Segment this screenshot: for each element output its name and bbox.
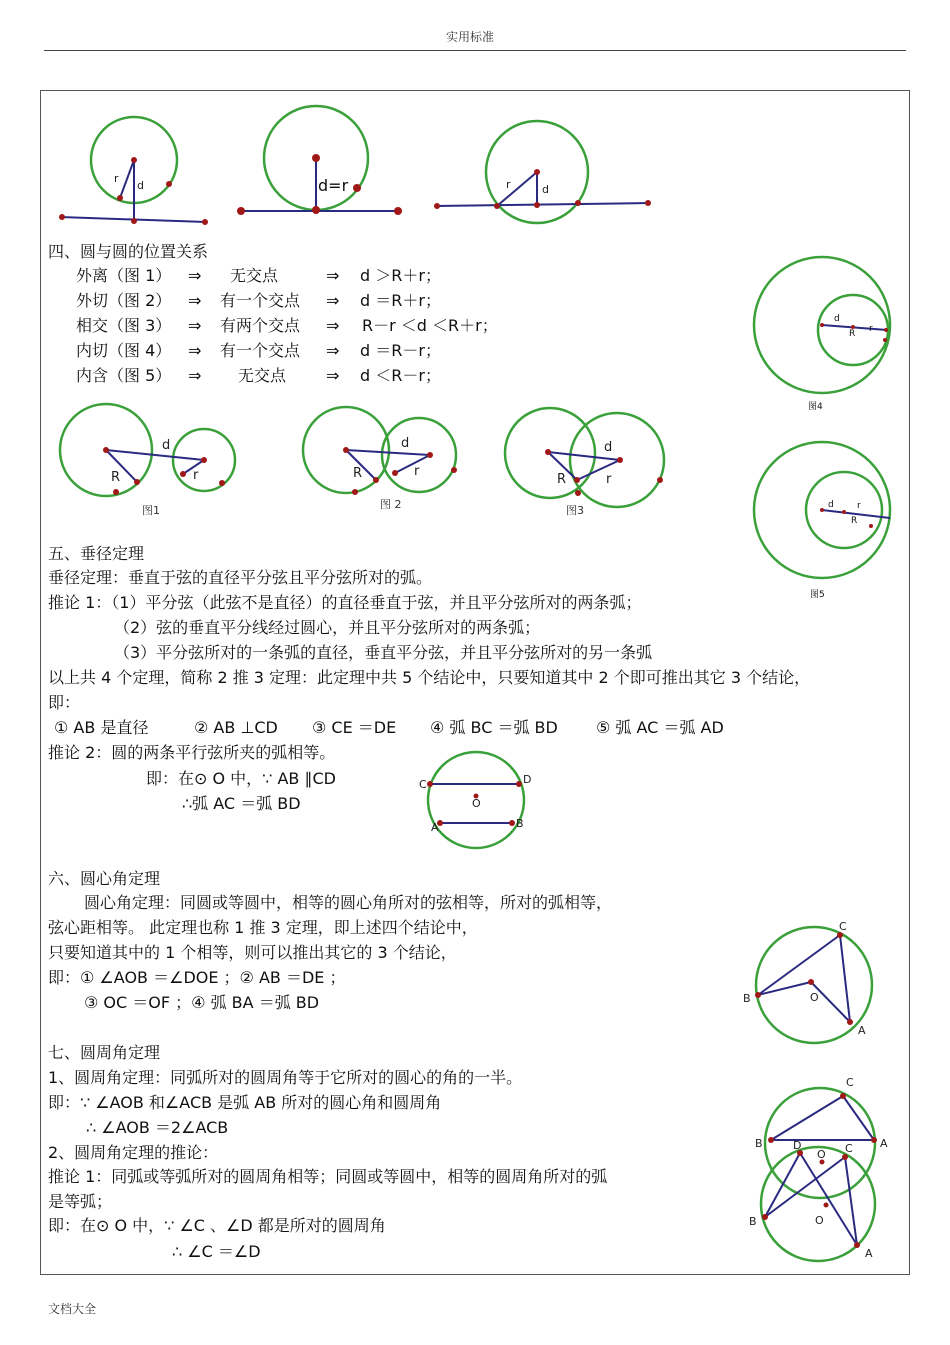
inscribed2-label-D: D [793, 1139, 802, 1152]
central-label-O: O [810, 991, 819, 1004]
section7-title: 七、圆周角定理 [48, 1043, 161, 1062]
fig1-d-line [106, 450, 204, 460]
fig3-point [545, 449, 551, 455]
row-rel: d ＝R－r； [360, 341, 441, 360]
fig1-point [201, 457, 207, 463]
inscribed2-label-C: C [845, 1142, 853, 1155]
chord-label-A: A [431, 821, 439, 834]
top3-r-segment [497, 172, 537, 206]
section5-summary: 以上共 4 个定理，简称 2 推 3 定理：此定理中共 5 个结论中，只要知道其中 2 个即可推出其它 3 个结论， [48, 668, 811, 687]
section5-title: 五、垂径定理 [48, 544, 145, 563]
fig1-point [219, 480, 225, 486]
section7-line5: 推论 1：同弧或等弧所对的圆周角相等；同圆或等圆中，相等的圆周角所对的弧 [48, 1167, 608, 1186]
row-arrow: ⇒ [326, 291, 340, 310]
section6-line1: 圆心角定理：同圆或等圆中，相等的圆心角所对的弦相等，所对的弧相等， [84, 893, 613, 912]
fig1-point [134, 479, 140, 485]
inscribed1-label-O: O [817, 1148, 826, 1161]
fig1-label-d: d [162, 438, 171, 453]
row-name: 外离（图 1） [76, 266, 172, 285]
fig1-point [113, 489, 119, 495]
fig5-label-R: R [851, 516, 858, 526]
central-chord-CA [840, 935, 850, 1022]
fig4-label-R: R [849, 329, 856, 339]
fig4-caption: 图4 [808, 402, 823, 412]
fig5-label-r: r [857, 501, 861, 511]
top3-point [645, 200, 651, 206]
row-mid: 有两个交点 [220, 316, 301, 335]
row-rel: d ＜R－r； [360, 366, 441, 385]
top3-label-d: d [542, 183, 549, 196]
chord-point-C [427, 781, 433, 787]
top2-point [237, 207, 245, 215]
row-arrow: ⇒ [188, 266, 202, 285]
fig4-label-r: r [869, 324, 873, 334]
inscribed1-point-B [768, 1137, 774, 1143]
top1-point [59, 214, 65, 220]
section6-line3: 只要知道其中的 1 个相等，则可以推出其它的 3 个结论， [48, 943, 457, 962]
central-label-C: C [839, 920, 847, 933]
fig4-point [820, 323, 824, 327]
inscribed2-label-A: A [865, 1247, 873, 1260]
inscribed2-DA [800, 1153, 857, 1245]
fig5-point [842, 510, 846, 514]
fig1-label-R: R [111, 470, 121, 485]
top3-point [534, 202, 540, 208]
central-point-B [755, 992, 761, 998]
fig1-point [180, 471, 186, 477]
page-header: 实用标准 [446, 30, 495, 44]
fig2-point [392, 470, 398, 476]
fig1-caption: 图1 [142, 504, 160, 517]
central-label-A: A [858, 1024, 866, 1037]
inscribed2-label-O: O [815, 1214, 824, 1227]
top2-point [312, 206, 320, 214]
section7-line6: 是等弧； [48, 1192, 113, 1211]
inscribed1-point-A [871, 1137, 877, 1143]
fig2-caption: 图 2 [380, 498, 402, 511]
fig4-point [884, 328, 888, 332]
section7-line8: ∴ ∠C ＝∠D [172, 1242, 261, 1261]
section6-title: 六、圆心角定理 [48, 869, 161, 888]
top2-label-dr: d=r [318, 176, 349, 195]
fig2-point [451, 467, 457, 473]
inscribed2-point-O [824, 1203, 829, 1208]
section7-line4: 2、圆周角定理的推论： [48, 1143, 219, 1162]
row-mid: 无交点 [238, 366, 287, 385]
top3-center-point [534, 169, 540, 175]
fig2-r-line [395, 455, 430, 473]
top1-point [131, 218, 137, 224]
section6-line2: 弦心距相等。 此定理也称 1 推 3 定理，即上述四个结论中， [48, 918, 478, 937]
row-rel: d ＝R＋r； [360, 291, 441, 310]
central-point-O [808, 979, 814, 985]
inscribed2-point-B [762, 1214, 768, 1220]
fig3-point [657, 477, 663, 483]
top3-secant-line [435, 203, 650, 206]
row-arrow: ⇒ [188, 291, 202, 310]
section5-cor1: 推论 1：（1）平分弦（此弦不是直径）的直径垂直于弦，并且平分弦所对的两条弧； [48, 593, 642, 612]
row-arrow: ⇒ [326, 316, 340, 335]
section7-line1: 1、圆周角定理：同弧所对的圆周角等于它所对的圆心的角的一半。 [48, 1068, 523, 1087]
central-label-B: B [743, 992, 751, 1005]
central-chord-BC [758, 935, 840, 995]
fig4-label-d: d [834, 314, 840, 324]
section5-cor2a: 即：在⊙ O 中，∵ AB ∥CD [146, 769, 336, 788]
top1-label-d: d [137, 179, 144, 192]
fig3-point [574, 477, 580, 483]
section6-line5: ③ OC ＝OF ；④ 弧 BA ＝弧 BD [84, 993, 320, 1012]
top2-point [394, 207, 402, 215]
section5-cor1b: （2）弦的垂直平分线经过圆心，并且平分弦所对的两条弧； [114, 618, 541, 637]
fig3-caption: 图3 [566, 504, 584, 517]
fig2-point [343, 447, 349, 453]
fig3-r-line [577, 460, 620, 480]
top3-label-r: r [506, 178, 511, 191]
section6-line4: 即：① ∠AOB ＝∠DOE ；② AB ＝DE ； [48, 968, 346, 987]
inscribed1-label-C: C [846, 1076, 854, 1089]
row-name: 内切（图 4） [76, 341, 172, 360]
fig3-label-d: d [604, 440, 613, 455]
fig2-label-d: d [401, 436, 410, 451]
fig1-point [103, 447, 109, 453]
inscribed2-label-B: B [749, 1215, 757, 1228]
section7-line7: 即：在⊙ O 中，∵ ∠C 、∠D 都是所对的圆周角 [48, 1216, 386, 1235]
fig2-point [427, 452, 433, 458]
fig4-point [883, 338, 887, 342]
row-rel: d ＞R＋r； [360, 266, 441, 285]
fig2-label-R: R [353, 466, 363, 481]
inscribed2-BD [765, 1153, 800, 1217]
row-arrow: ⇒ [188, 316, 202, 335]
conclusion-item: ③ CE ＝DE [312, 718, 397, 737]
section5-cor2: 推论 2：圆的两条平行弦所夹的弧相等。 [48, 743, 336, 762]
inscribed-circle-1 [765, 1088, 875, 1198]
fig2-label-r: r [414, 464, 420, 479]
fig2-point [352, 489, 358, 495]
section5-cor2b: ∴弧 AC ＝弧 BD [182, 794, 301, 813]
top1-label-r: r [114, 172, 119, 185]
section7-line3: ∴ ∠AOB ＝2∠ACB [86, 1118, 229, 1137]
fig1-label-r: r [193, 468, 199, 483]
inscribed1-point-C [840, 1093, 846, 1099]
chord-label-O: O [472, 797, 481, 810]
row-name: 外切（图 2） [76, 291, 172, 310]
row-name: 内含（图 5） [76, 366, 172, 385]
top1-r-segment [120, 160, 134, 198]
inscribed2-CA [845, 1157, 857, 1245]
conclusion-item: ⑤ 弧 AC ＝弧 AD [596, 718, 724, 737]
top3-point [434, 203, 440, 209]
central-point-A [847, 1019, 853, 1025]
conclusion-item: ④ 弧 BC ＝弧 BD [430, 718, 558, 737]
row-rel: R－r ＜d ＜R＋r； [362, 316, 498, 335]
fig3-label-R: R [557, 472, 567, 487]
chord-label-B: B [516, 817, 524, 830]
top1-point [117, 195, 123, 201]
fig5-label-d: d [828, 500, 834, 510]
inscribed1-label-B: B [755, 1137, 763, 1150]
chord-label-D: D [523, 773, 532, 786]
section5-cor1c: （3）平分弦所对的一条弧的直径，垂直平分弦，并且平分弦所对的另一条弧 [114, 643, 653, 662]
row-arrow: ⇒ [188, 341, 202, 360]
top2-point [353, 184, 361, 192]
section5-ji: 即： [48, 693, 81, 712]
row-arrow: ⇒ [326, 366, 340, 385]
top1-center-point [131, 157, 137, 163]
row-mid: 有一个交点 [220, 291, 301, 310]
top3-point [494, 203, 500, 209]
inscribed2-point-A [854, 1242, 860, 1248]
row-arrow: ⇒ [326, 341, 340, 360]
chord-point-B [509, 820, 515, 826]
fig5-point [869, 524, 873, 528]
row-name: 相交（图 3） [76, 316, 172, 335]
page-footer: 文档大全 [48, 1302, 97, 1316]
fig3-point [575, 490, 581, 496]
section7-line2: 即：∵ ∠AOB 和∠ACB 是弧 AB 所对的圆心角和圆周角 [48, 1093, 442, 1112]
top1-point [166, 181, 172, 187]
fig2-point [373, 477, 379, 483]
top3-point [575, 200, 581, 206]
fig5-caption: 图5 [810, 590, 825, 600]
row-arrow: ⇒ [326, 266, 340, 285]
fig5-point [820, 508, 824, 512]
fig3-point [617, 457, 623, 463]
conclusion-item: ② AB ⊥CD [194, 718, 278, 737]
top1-point [202, 219, 208, 225]
row-mid: 无交点 [230, 266, 279, 285]
top2-center-point [312, 154, 320, 162]
inscribed1-label-A: A [880, 1137, 888, 1150]
row-mid: 有一个交点 [220, 341, 301, 360]
section4-title: 四、圆与圆的位置关系 [48, 242, 209, 261]
conclusion-item: ① AB 是直径 [54, 718, 149, 737]
fig3-label-r: r [606, 472, 612, 487]
chord-label-C: C [419, 778, 427, 791]
section5-theorem: 垂径定理：垂直于弦的直径平分弦且平分弦所对的弧。 [48, 568, 433, 587]
chord-point-D [516, 781, 522, 787]
row-arrow: ⇒ [188, 366, 202, 385]
